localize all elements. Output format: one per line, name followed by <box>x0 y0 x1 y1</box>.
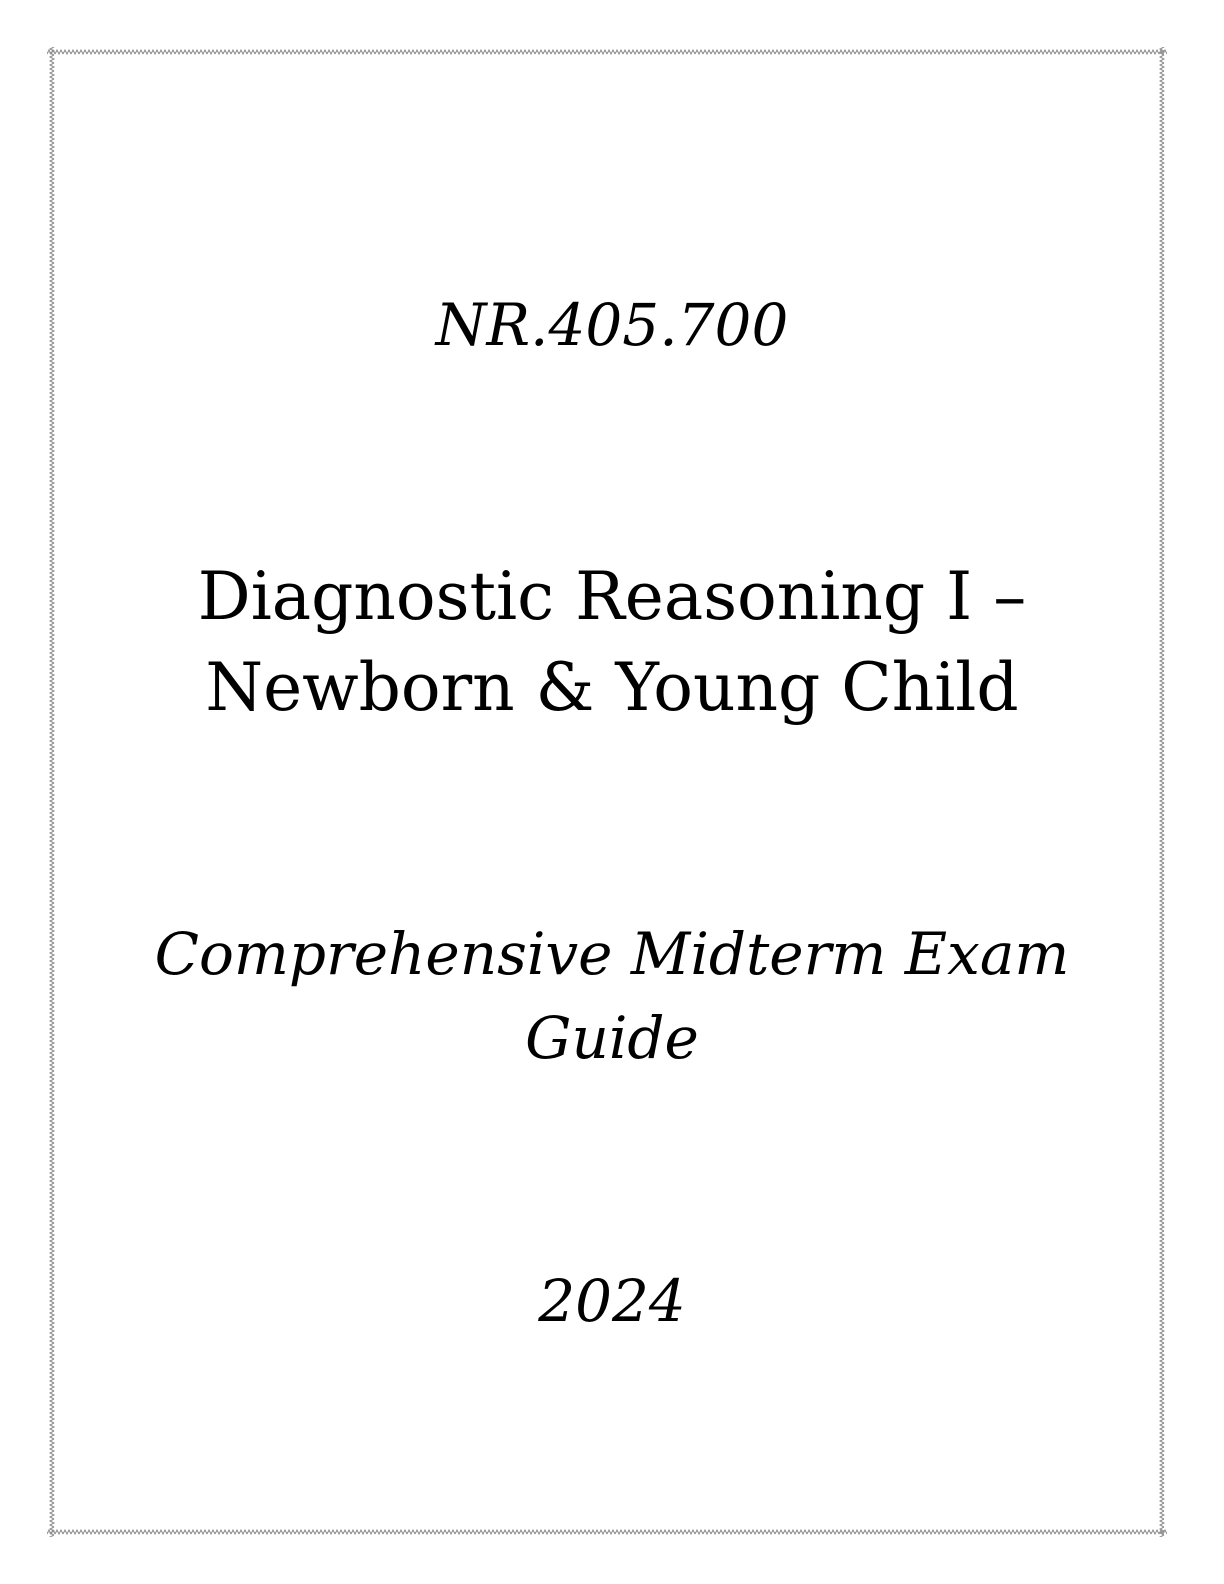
course-title <box>0 551 1224 733</box>
course-title-line-1: Diagnostic Reasoning I – <box>197 558 1027 635</box>
course-title-line-2: Newborn & Young Child <box>205 649 1019 726</box>
course-code: NR.405.700 <box>435 291 789 359</box>
document-subtitle <box>0 912 1224 1080</box>
subtitle-line-1: Comprehensive Midterm Exam <box>154 920 1070 988</box>
subtitle-line-2: Guide <box>525 1004 699 1072</box>
publication-year: 2024 <box>538 1267 686 1335</box>
